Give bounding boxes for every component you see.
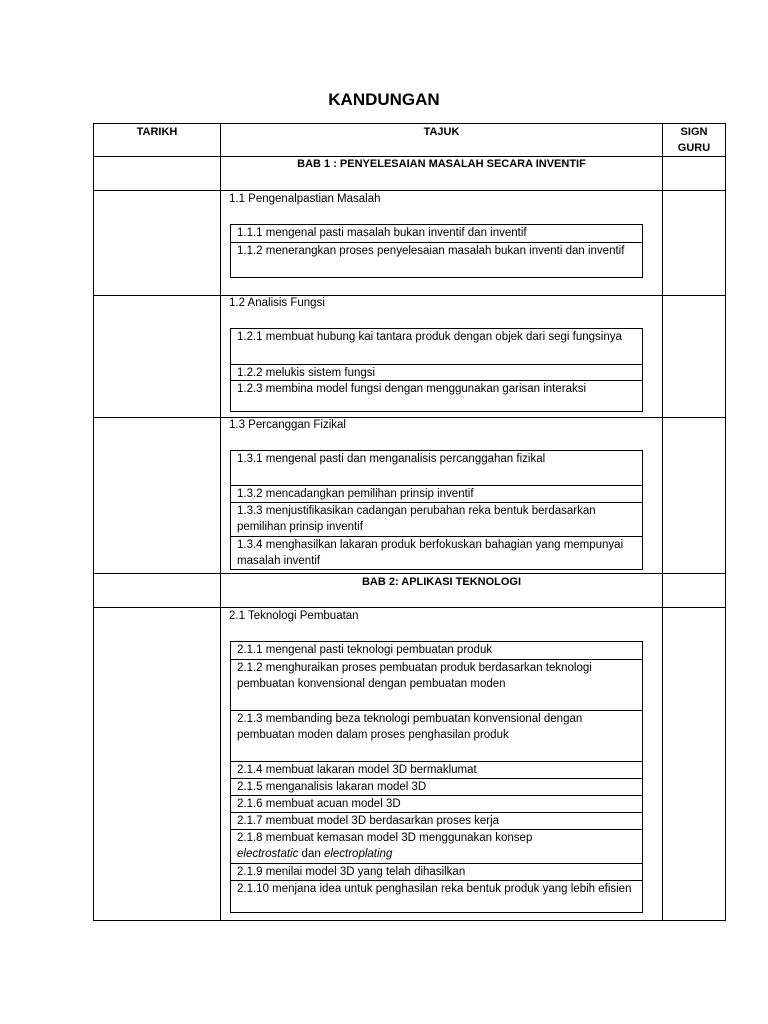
row-divider <box>94 190 725 191</box>
section-1-1-list <box>230 224 643 278</box>
chapter-2-heading: BAB 2: APLIKASI TEKNOLOGI <box>361 576 522 588</box>
section-2-1-title: 2.1 Teknologi Pembuatan <box>229 610 359 622</box>
section-1-3-title: 1.3 Percanggan Fizikal <box>229 419 346 431</box>
list-item: 1.3.3 menjustifikasikan cadangan perubahan reka bentuk berdasarkan pemilihan prinsip inventif <box>231 502 642 536</box>
list-item: 2.1.1 mengenal pasti teknologi pembuatan produk <box>237 644 493 656</box>
list-item: 1.2.1 membuat hubung kai tantara produk dengan objek dari segi fungsinya <box>237 331 622 343</box>
row-divider <box>94 417 725 418</box>
list-item: 2.1.9 menilai model 3D yang telah dihasilkan <box>231 863 642 880</box>
list-item: 1.3.4 menghasilkan lakaran produk berfokuskan bahagian yang mempunyai masalah inventif <box>231 536 642 569</box>
row-divider <box>94 295 725 296</box>
header-tajuk: TAJUK <box>423 126 460 138</box>
list-item: 2.1.6 membuat acuan model 3D <box>231 795 642 812</box>
column-divider <box>220 124 221 920</box>
header-sign-guru: SIGN GURU <box>677 126 711 154</box>
list-item-text: 2.1.8 membuat kemasan model 3D menggunakan konsep <box>237 832 533 844</box>
term-electrostatic: electrostatic <box>237 848 299 860</box>
column-divider <box>662 124 663 920</box>
section-1-2-title: 1.2 Analisis Fungsi <box>229 297 325 309</box>
term-electroplating: electroplating <box>323 848 393 860</box>
list-item: 2.1.10 menjana idea untuk penghasilan reka bentuk produk yang lebih efisien <box>231 880 642 912</box>
section-1-3-list <box>230 450 643 570</box>
page-title: KANDUNGAN <box>328 90 440 109</box>
section-1-1-title: 1.1 Pengenalpastian Masalah <box>229 193 381 205</box>
row-divider <box>94 156 725 157</box>
list-item: 2.1.3 membanding beza teknologi pembuatan konvensional dengan pembuatan moden dalam proses penghasilan produk <box>231 710 642 761</box>
conjunction: dan <box>298 848 324 860</box>
row-divider <box>94 607 725 608</box>
list-item: 1.3.2 mencadangkan pemilihan prinsip inventif <box>231 485 642 502</box>
header-tarikh: TARIKH <box>136 126 178 138</box>
chapter-1-heading: BAB 1 : PENYELESAIAN MASALAH SECARA INVENTIF <box>297 158 586 170</box>
list-item: 1.2.3 membina model fungsi dengan menggunakan garisan interaksi <box>231 380 642 411</box>
list-item: 2.1.5 menganalisis lakaran model 3D <box>231 778 642 795</box>
list-item <box>231 829 642 863</box>
list-item: 2.1.2 menghuraikan proses pembuatan produk berdasarkan teknologi pembuatan konvensional dengan pembuatan moden <box>231 659 642 710</box>
list-item: 1.1.2 menerangkan proses penyelesaian masalah bukan inventi dan inventif <box>231 242 642 277</box>
list-item: 2.1.7 membuat model 3D berdasarkan proses kerja <box>231 812 642 829</box>
section-1-2-list <box>230 328 643 412</box>
list-item: 1.3.1 mengenal pasti dan menganalisis percanggahan fizikal <box>237 453 546 465</box>
list-item: 1.2.2 melukis sistem fungsi <box>231 364 642 380</box>
section-2-1-list <box>230 641 643 913</box>
row-divider <box>94 573 725 574</box>
list-item: 2.1.4 membuat lakaran model 3D bermaklumat <box>231 761 642 778</box>
list-item: 1.1.1 mengenal pasti masalah bukan inventif dan inventif <box>237 227 527 239</box>
contents-table <box>93 123 726 921</box>
